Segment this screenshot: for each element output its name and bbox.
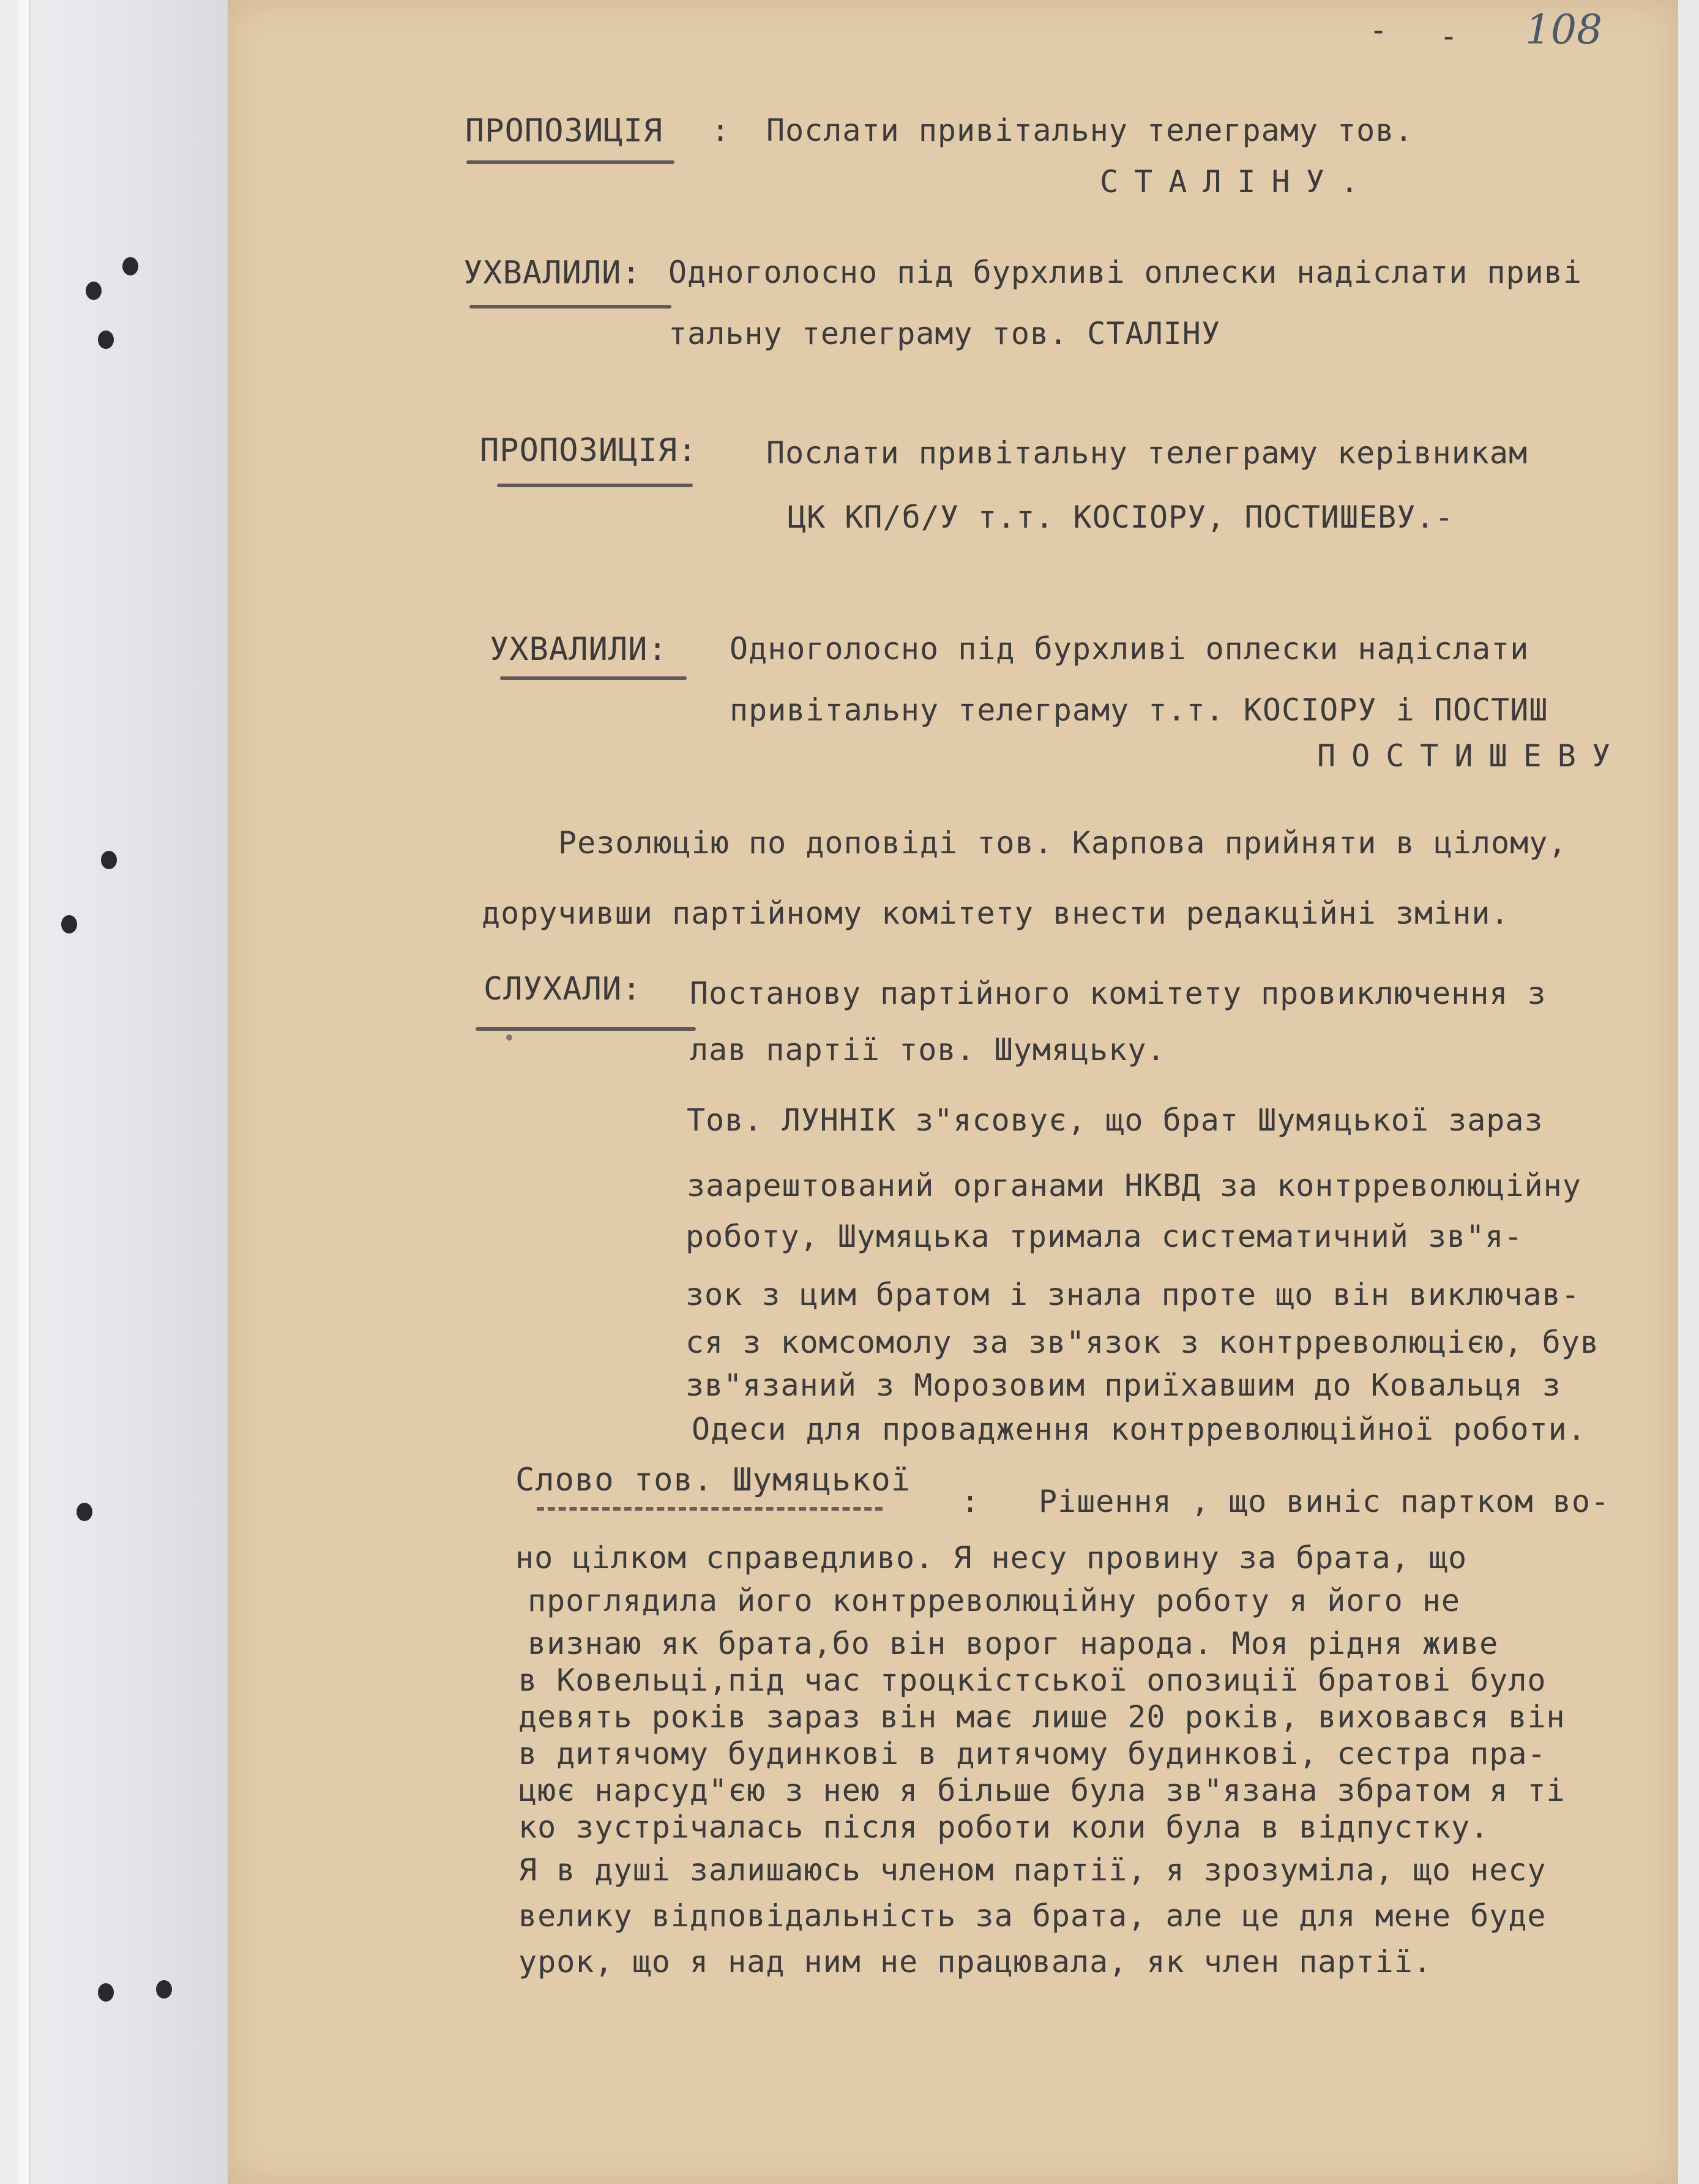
- ink-speck: [506, 1034, 512, 1041]
- speech-text: в Ковельці,під час троцкістської опозиції братові було: [518, 1662, 1547, 1698]
- speech-text: Рішення , що виніс партком во-: [1039, 1484, 1610, 1519]
- speech-text: но цілком справедливо. Я несу провину за брата, що: [515, 1540, 1468, 1576]
- resolved-label: УХВАЛИЛИ:: [463, 255, 641, 291]
- label-underline: [476, 1027, 696, 1031]
- discussion-text: ся з комсомолу за зв"язок з контрреволюцією, був: [685, 1325, 1599, 1360]
- binding-hole: [156, 1980, 172, 1999]
- typed-document-page: [228, 0, 1678, 2184]
- heard-text: Постанову партійного комітету провиключення з: [690, 976, 1547, 1011]
- resolution-text: доручивши партійному комітету внести редакційні зміни.: [482, 896, 1510, 931]
- resolved-text: ПОСТИШЕВУ: [1317, 738, 1626, 774]
- proposal-text: ЦК КП/б/У т.т. КОСІОРУ, ПОСТИШЕВУ.-: [788, 499, 1454, 535]
- resolved-label: УХВАЛИЛИ:: [490, 631, 668, 668]
- discussion-text: зв"язаний з Морозовим приїхавшим до Ковальця з: [685, 1367, 1561, 1403]
- proposal-label: ПРОПОЗИЦІЯ: [465, 113, 663, 149]
- resolved-text: Одноголосно під бурхливі оплески надіслати: [730, 631, 1529, 667]
- discussion-text: Тов. ЛУННІК з"ясовує, що брат Шумяцької зараз: [687, 1102, 1544, 1138]
- speech-text: девять років зараз він має лише 20 років, виховався він: [518, 1699, 1566, 1735]
- speech-text: Я в душі залишаюсь членом партії, я зрозуміла, що несу: [518, 1852, 1547, 1888]
- folio-number: 108: [1525, 6, 1602, 53]
- heard-label: СЛУХАЛИ:: [484, 971, 642, 1008]
- binding-hole: [98, 331, 114, 349]
- speech-text: урок, що я над ним не працювала, як член партії.: [518, 1944, 1432, 1980]
- heard-text: лав партії тов. Шумяцьку.: [690, 1032, 1166, 1068]
- proposal-label: ПРОПОЗИЦІЯ:: [480, 432, 698, 469]
- proposal-text: Послати привітальну телеграму тов.: [766, 113, 1414, 148]
- proposal-text: Послати привітальну телеграму керівникам: [766, 435, 1528, 471]
- resolved-text: привітальну телеграму т.т. КОСІОРУ і ПОСТИШ: [730, 692, 1548, 728]
- speech-colon: :: [961, 1484, 980, 1519]
- binding-hole: [122, 257, 138, 275]
- discussion-text: Одеси для провадження контрреволюційної роботи.: [692, 1412, 1586, 1447]
- label-underline: [469, 305, 671, 309]
- binding-hole: [61, 915, 77, 933]
- proposal-text: СТАЛІНУ.: [1100, 164, 1375, 200]
- speech-text: в дитячому будинкові в дитячому будинкові, сестра пра-: [518, 1736, 1547, 1771]
- proposal-colon: :: [711, 113, 731, 148]
- resolved-text: Одноголосно під бурхливі оплески надіслати приві: [668, 255, 1582, 290]
- top-dash-mark: -: [1439, 18, 1458, 54]
- speech-text: визнаю як брата,бо він ворог народа. Моя рідня живе: [528, 1626, 1499, 1661]
- discussion-text: зок з цим братом і знала проте що він виключав-: [685, 1277, 1580, 1312]
- binding-edge: [18, 0, 31, 2184]
- label-underline: [466, 160, 674, 164]
- label-underline: [500, 676, 687, 680]
- binding-hole: [77, 1503, 92, 1521]
- speech-text: велику відповідальність за брата, але це для мене буде: [518, 1898, 1547, 1934]
- speech-text: ко зустрічалась після роботи коли була в відпустку.: [518, 1809, 1490, 1845]
- resolution-text: Резолюцію по доповіді тов. Карпова прийняти в цілому,: [558, 825, 1567, 861]
- label-underline: [537, 1507, 883, 1511]
- binding-hole: [101, 851, 117, 869]
- speech-text: цює нарсуд"єю з нею я більше була зв"язана збратом я ті: [518, 1773, 1566, 1808]
- binding-hole: [86, 282, 102, 300]
- binding-margin: [0, 0, 228, 2184]
- top-dash-mark: -: [1369, 12, 1388, 48]
- discussion-text: роботу, Шумяцька тримала систематичний зв"я-: [685, 1219, 1523, 1254]
- speech-text: проглядила його контрреволюційну роботу я його не: [528, 1583, 1461, 1618]
- binding-hole: [98, 1983, 114, 2002]
- resolved-text: тальну телеграму тов. СТАЛІНУ: [668, 316, 1220, 351]
- label-underline: [497, 484, 693, 487]
- discussion-text: заарештований органами НКВД за контрреволюційну: [687, 1168, 1581, 1203]
- speech-label: Слово тов. Шумяцької: [515, 1462, 911, 1498]
